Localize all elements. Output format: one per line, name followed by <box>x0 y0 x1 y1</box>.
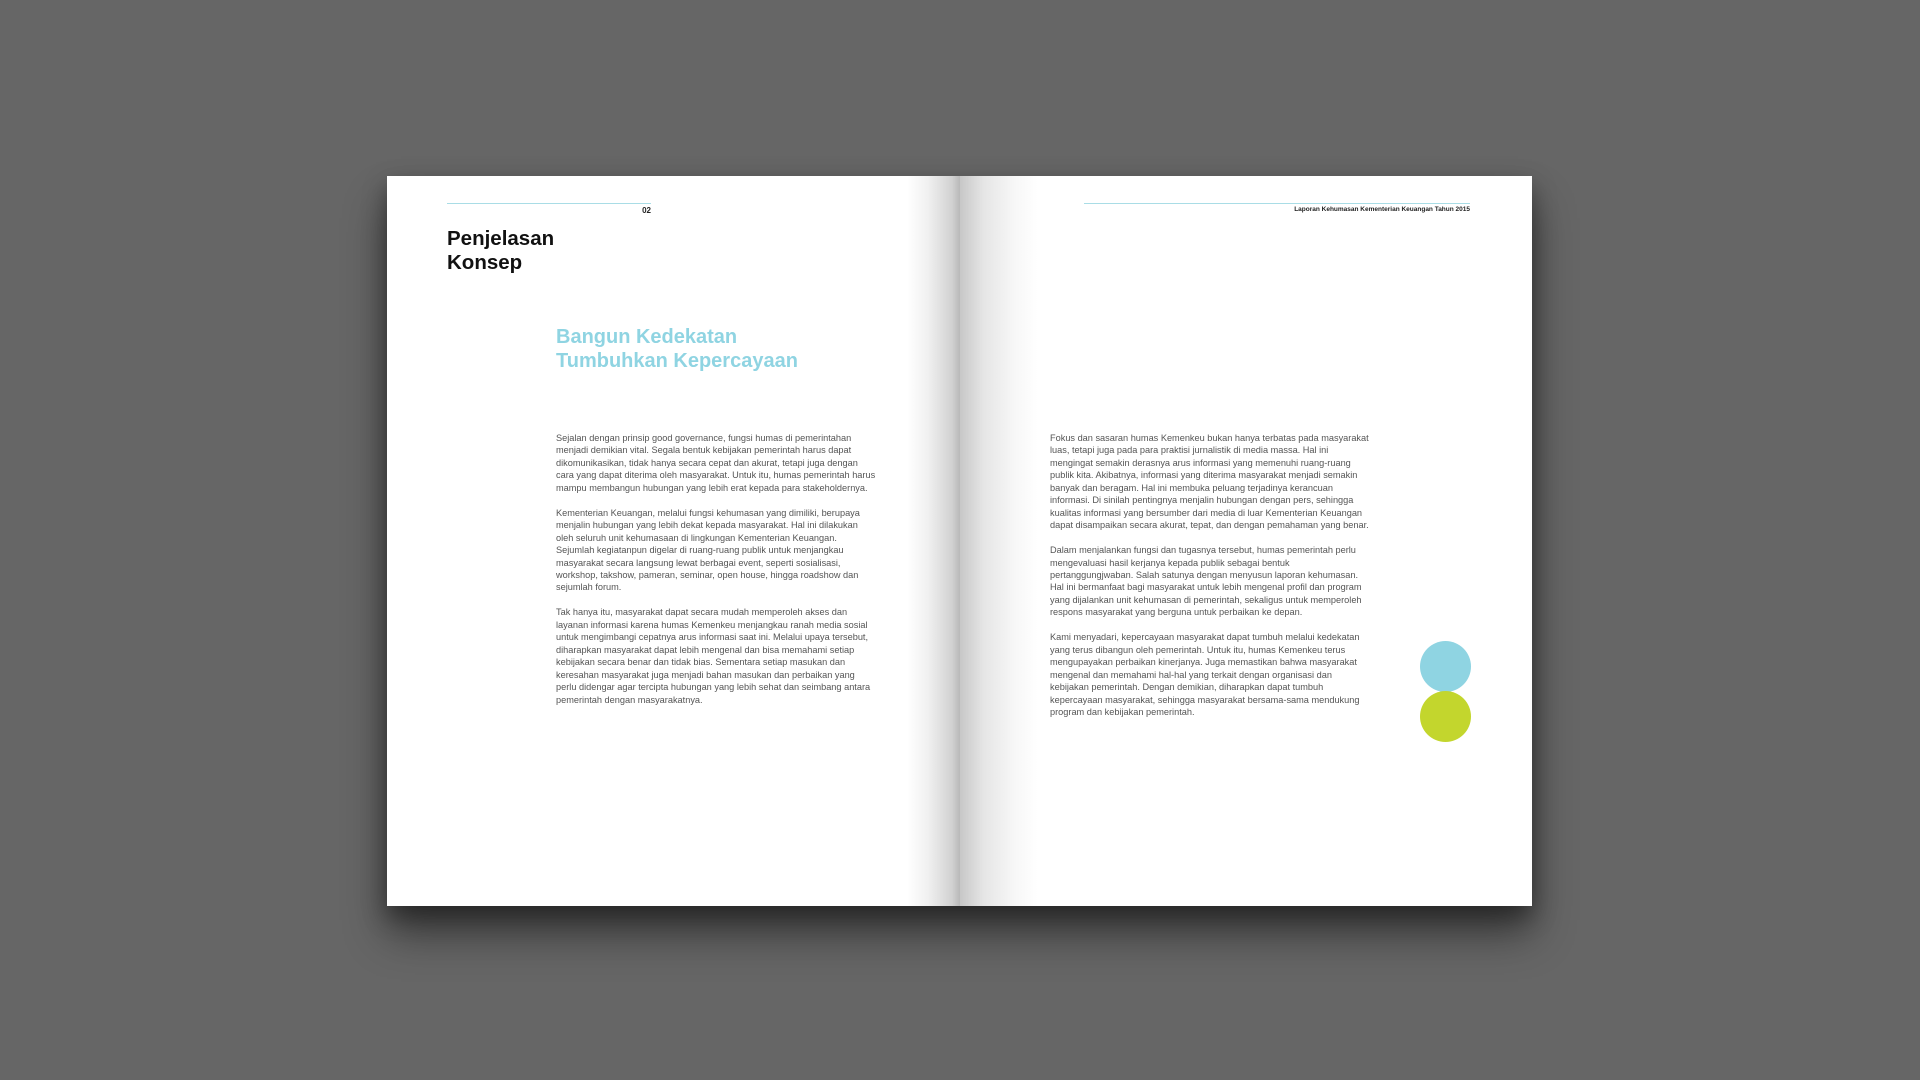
section-title <box>447 227 647 275</box>
headline <box>556 325 856 373</box>
headline-line-2: Tumbuhkan Kepercayaan <box>556 350 798 372</box>
right-paragraph-1: Fokus dan sasaran humas Kemenkeu bukan hanya terbatas pada masyarakat luas, tetapi juga pada para praktisi jurnalistik di media massa. Hal ini mengingat semakin derasnya arus informasi yang memenuhi ruang-ruang publik kita. Akibatnya, informasi yang diterima masyarakat menjadi semakin banyak dan beragam. Hal ini membuka peluang terjadinya kerancuan informasi. Di sinilah pentingnya menjalin hubungan dengan pers, sehingga kualitas informasi yang bersumber dari media di luar Kementerian Keuangan dapat disampaikan secara akurat, tepat, dan dengan pemahaman yang benar. <box>1050 433 1369 531</box>
headline-line-1: Bangun Kedekatan <box>556 326 738 348</box>
page-number: 02 <box>642 206 651 215</box>
right-body-text <box>1050 432 1370 731</box>
left-paragraph-3: Tak hanya itu, masyarakat dapat secara mudah memperoleh akses dan layanan informasi karena humas Kemenkeu menjangkau ranah media sosial untuk mengimbangi cepatnya arus informasi saat ini. Melalui upaya tersebut, diharapkan masyarakat dapat lebih mengenal dan bisa memahami setiap kebijakan secara benar dan tidak bias. Sementara setiap masukan dan keresahan masyarakat juga menjadi bahan masukan dan perbaikan yang perlu didengar agar tercipta hubungan yang lebih sehat dan seimbang antara pemerintah dengan masyarakatnya. <box>556 607 871 705</box>
right-paragraph-2: Dalam menjalankan fungsi dan tugasnya tersebut, humas pemerintah perlu mengevaluasi hasil kerjanya kepada publik sebagai bentuk pertanggungjwaban. Salah satunya dengan menyusun laporan kehumasan. Hal ini bermanfaat bagi masyarakat untuk lebih mengenal profil dan program yang dijalankan unit kehumasan di pemerintah, sekaligus untuk memperoleh respons masyarakat yang berguna untuk perbaikan ke depan. <box>1050 545 1362 618</box>
book-spread <box>387 176 1532 906</box>
running-header: Laporan Kehumasan Kementerian Keuangan Tahun 2015 <box>1294 206 1470 213</box>
right-paragraph-3: Kami menyadari, kepercayaan masyarakat dapat tumbuh melalui kedekatan yang terus dibangun oleh pemerintah. Untuk itu, humas Kemenkeu terus mengupayakan perbaikan kinerjanya. Juga memastikan bahwa masyarakat mengenal dan memahami hal-hal yang terkait dengan organisasi dan kebijakan pemerintah. Dengan demikian, diharapkan dapat tumbuh kepercayaan masyarakat, sehingga masyarakat bersama-sama mendukung program dan kebijakan pemerintah. <box>1050 632 1360 718</box>
header-rule-right <box>1084 203 1470 204</box>
left-body-text <box>556 432 876 719</box>
section-title-line-1: Penjelasan <box>447 227 555 250</box>
blue-circle-decoration <box>1420 641 1471 692</box>
header-rule-left <box>447 203 651 204</box>
green-circle-decoration <box>1420 691 1471 742</box>
left-paragraph-2: Kementerian Keuangan, melalui fungsi kehumasan yang dimiliki, berupaya menjalin hubungan yang lebih dekat kepada masyarakat. Hal ini dilakukan oleh seluruh unit kehumasaan di lingkungan Kementerian Keuangan. Sejumlah kegiatanpun digelar di ruang-ruang publik untuk menjangkau masyarakat secara langsung lewat berbagai event, seperti sosialisasi, workshop, takshow, pameran, seminar, open house, hingga roadshow dan sejumlah forum. <box>556 507 860 593</box>
left-paragraph-1: Sejalan dengan prinsip good governance, fungsi humas di pemerintahan menjadi demikian vital. Segala bentuk kebijakan pemerintah harus dapat dikomunikasikan, tidak hanya secara cepat dan akurat, tetapi juga dengan cara yang dapat diterima oleh masyarakat. Untuk itu, humas pemerintah harus mampu membangun hubungan yang lebih erat kepada para stakeholdernya. <box>556 433 876 493</box>
section-title-line-2: Konsep <box>447 251 523 274</box>
